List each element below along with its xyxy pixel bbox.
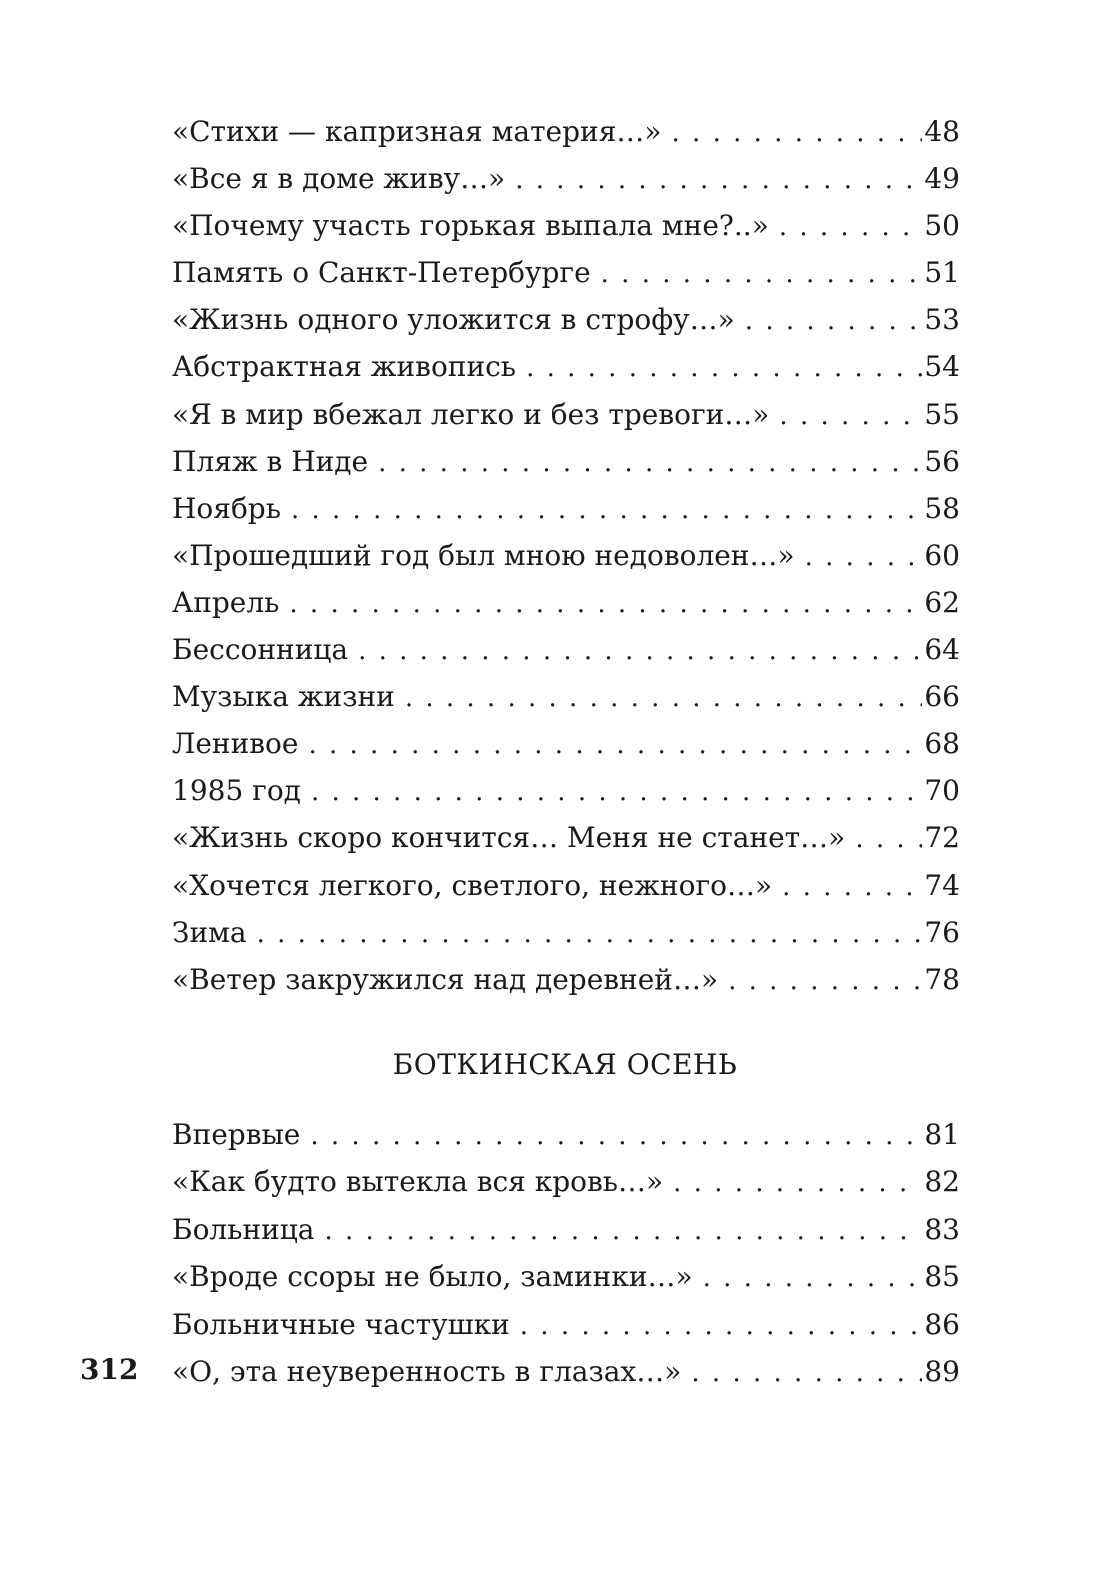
toc-entry-page: 48 [924,115,960,148]
dot-leader [672,110,923,157]
toc-entry-title: «Прошедший год был мною недоволен…» [172,538,795,572]
toc-entry-title: Абстрактная живопись [172,350,517,384]
dot-leader [855,816,922,863]
toc-entry [172,438,960,485]
toc-entry [172,249,960,296]
toc-entry-title: «Стихи — капризная материя…» [172,115,662,148]
toc-entry [172,1348,960,1395]
toc-entry-page: 54 [924,350,960,384]
toc-entry-title: «Почему участь горькая выпала мне?..» [172,209,769,243]
toc-entry-page: 89 [924,1354,960,1388]
dot-leader [289,581,922,628]
toc-entry [172,1111,960,1158]
toc-entry-page: 72 [924,821,960,855]
toc-entry-page: 50 [924,209,960,243]
toc-entry-title: Бессонница [172,633,349,667]
toc-entry [172,108,960,155]
toc-entry-title: 1985 год [172,774,301,808]
dot-leader [378,440,922,487]
section-heading: БОТКИНСКАЯ ОСЕНЬ [392,1048,738,1081]
toc-entry-page: 53 [924,303,960,337]
toc-entry [172,343,960,390]
toc-entry-page: 62 [924,585,960,619]
toc-entry-title: «Хочется легкого, светлого, нежного…» [172,868,773,902]
toc-entry-page: 82 [924,1165,960,1199]
toc-entry-page: 78 [924,962,960,996]
toc-entry-page: 68 [924,727,960,761]
toc-entry-page: 81 [924,1118,960,1151]
toc-entry-page: 85 [924,1260,960,1294]
dot-leader [691,1350,922,1397]
toc-entry-title: Музыка жизни [172,680,395,714]
dot-leader [779,204,923,251]
toc-entry-title: «Я в мир вбежал легко и без тревоги…» [172,397,770,431]
toc-entry-page: 55 [924,397,960,431]
toc-entry-title: Ленивое [172,727,299,761]
toc-entry-page: 70 [924,774,960,808]
toc-entry-title: Зима [172,915,247,949]
toc-entry-page: 83 [924,1212,960,1246]
toc-entry-title: Пляж в Ниде [172,444,369,478]
dot-leader [728,958,922,1005]
toc-entry [172,720,960,767]
toc-entry-title: «Ветер закружился над деревней…» [172,962,719,996]
dot-leader [745,298,923,345]
page-number: 312 [80,1353,139,1386]
dot-leader [782,864,922,911]
toc-entry [172,673,960,720]
toc-list-first [172,108,960,1003]
dot-leader [526,345,922,392]
toc-entry-page: 60 [924,538,960,572]
toc-entry [172,579,960,626]
toc-entry-title: «Все я в доме живу…» [172,162,506,196]
dot-leader [703,1255,923,1302]
dot-leader [601,251,923,298]
toc-entry-title: «Вроде ссоры не было, заминки…» [172,1260,693,1294]
dot-leader [257,911,923,958]
dot-leader [325,1208,923,1255]
toc-entry [172,862,960,909]
toc-entry [172,814,960,861]
toc-entry-title: Больничные частушки [172,1307,510,1341]
toc-entry-title: Больница [172,1212,315,1246]
dot-leader [310,1113,922,1160]
toc-entry-title: «Жизнь скоро кончится… Меня не станет…» [172,821,846,855]
dot-leader [805,534,923,581]
dot-leader [358,628,922,675]
toc-entry [172,155,960,202]
toc-entry-title: Впервые [172,1118,301,1151]
toc-list-second [172,1111,960,1395]
toc-entry [172,626,960,673]
dot-leader [520,1303,923,1350]
toc-entry-title: «О, эта неуверенность в глазах…» [172,1354,682,1388]
toc-entry-title: «Как будто вытекла вся кровь…» [172,1165,664,1199]
toc-entry-page: 76 [924,915,960,949]
toc-entry-title: Апрель [172,585,280,619]
toc-entry [172,485,960,532]
toc-entry [172,909,960,956]
toc-entry [172,391,960,438]
toc-entry [172,1206,960,1253]
dot-leader [311,769,922,816]
toc-entry [172,296,960,343]
dot-leader [405,675,923,722]
toc-entry-page: 56 [924,444,960,478]
toc-entry [172,202,960,249]
dot-leader [291,487,922,534]
toc-entry [172,1301,960,1348]
toc-entry-title: «Жизнь одного уложится в строфу…» [172,303,735,337]
dot-leader [779,393,922,440]
toc-entry-page: 58 [924,491,960,525]
dot-leader [308,722,922,769]
dot-leader [515,157,922,204]
toc-entry [172,1158,960,1205]
toc-entry-page: 86 [924,1307,960,1341]
toc-entry-page: 66 [924,680,960,714]
toc-entry [172,767,960,814]
toc-entry-title: Память о Санкт-Петербурге [172,256,591,290]
dot-leader [673,1160,922,1207]
toc-entry-title: Ноябрь [172,491,281,525]
toc-entry-page: 64 [924,633,960,667]
toc-entry-page: 51 [924,256,960,290]
toc-entry-page: 49 [924,162,960,196]
toc-entry [172,956,960,1003]
toc-entry [172,532,960,579]
toc-entry [172,1253,960,1300]
toc-entry-page: 74 [924,868,960,902]
